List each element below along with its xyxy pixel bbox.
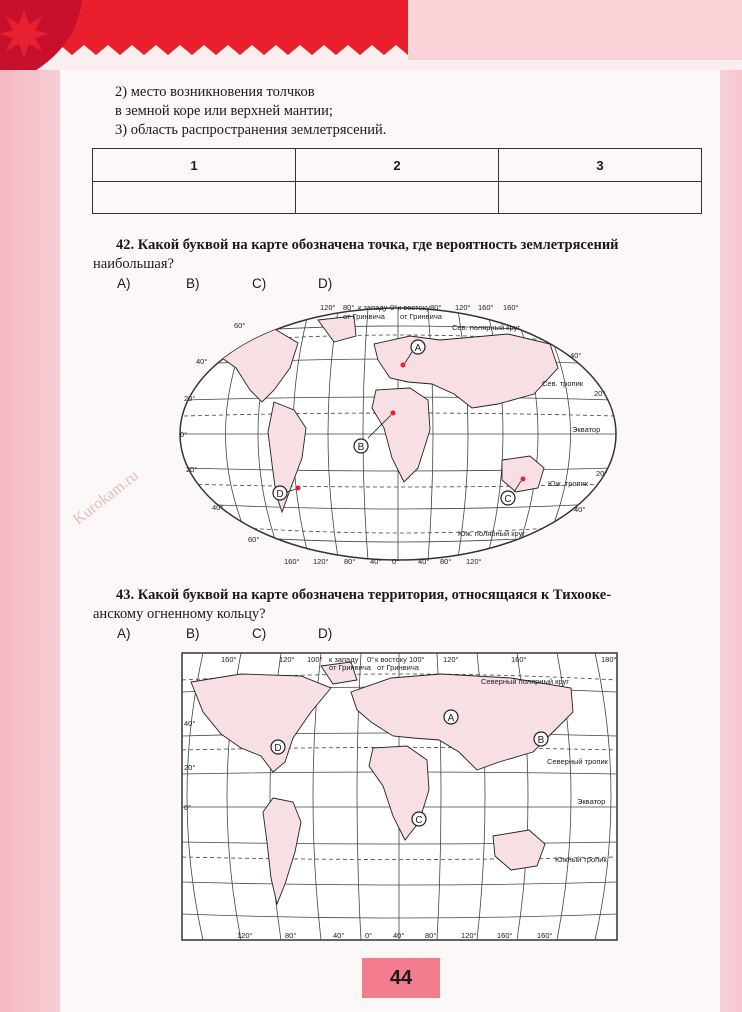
svg-text:120°: 120° [466,557,482,566]
svg-text:40°: 40° [333,931,345,940]
svg-text:0°: 0° [365,931,373,940]
svg-text:B: B [357,442,365,453]
map2-marker-d [271,740,285,754]
svg-text:20°: 20° [184,394,196,403]
svg-text:20°: 20° [184,763,196,772]
table-header-1: 1 [93,149,296,182]
svg-text:Северный полярный круг: Северный полярный круг [481,677,569,686]
svg-text:0°: 0° [180,430,188,439]
q42-text-line1: 42. Какой буквой на карте обозначена точка, где вероятность землетрясений [116,237,619,253]
svg-text:от Гринвича: от Гринвича [400,312,442,321]
q42-option-a[interactable]: A) [117,276,131,291]
svg-text:Сев. полярный круг: Сев. полярный круг [452,323,521,332]
svg-text:B: B [537,735,545,746]
svg-text:160°: 160° [537,931,553,940]
svg-text:0°: 0° [392,557,400,566]
svg-text:от Гринвича: от Гринвича [377,663,419,672]
q43-option-b[interactable]: B) [186,626,200,641]
svg-text:D: D [274,743,282,754]
svg-text:80°: 80° [285,931,297,940]
svg-text:40°: 40° [196,357,208,366]
svg-text:120°: 120° [443,655,459,664]
svg-text:Юж. полярный круг: Юж. полярный круг [458,529,526,538]
world-map-ellipse [178,298,623,568]
table-cell-1[interactable] [93,182,296,214]
svg-text:160°: 160° [503,303,519,312]
table-header-2: 2 [296,149,499,182]
svg-text:D: D [276,489,284,500]
item3-text: 3) область распространения землетрясений. [115,122,387,138]
svg-text:80°: 80° [430,303,442,312]
svg-text:120°: 120° [313,557,329,566]
svg-text:A: A [447,713,455,724]
svg-text:60°: 60° [234,321,246,330]
svg-text:к востоку: к востоку [398,303,430,312]
q42-text-line2: наибольшая? [93,256,174,272]
item2-line1: 2) место возникновения толчков [115,84,315,100]
svg-text:120°: 120° [461,931,477,940]
svg-text:80°: 80° [344,557,356,566]
svg-text:180°: 180° [601,655,617,664]
svg-text:C: C [415,815,423,826]
svg-text:120°: 120° [237,931,253,940]
q43-option-c[interactable]: C) [252,626,267,641]
svg-text:20°: 20° [594,389,606,398]
table-header-3: 3 [499,149,702,182]
svg-text:120°: 120° [279,655,295,664]
svg-text:160°: 160° [478,303,494,312]
svg-text:к западу: к западу [358,303,388,312]
svg-text:100°: 100° [307,655,323,664]
table-cell-3[interactable] [499,182,702,214]
svg-text:160°: 160° [221,655,237,664]
svg-text:40°: 40° [418,557,430,566]
q42-option-c[interactable]: C) [252,276,267,291]
svg-text:120°: 120° [320,303,336,312]
svg-text:к востоку: к востоку [375,655,407,664]
svg-text:160°: 160° [284,557,300,566]
table-cell-2[interactable] [296,182,499,214]
map2-marker-c [412,812,426,826]
svg-text:60°: 60° [248,535,260,544]
svg-text:от Гринвича: от Гринвича [343,312,385,321]
svg-text:40°: 40° [370,557,382,566]
svg-text:0°: 0° [390,303,398,312]
svg-text:40°: 40° [184,719,196,728]
q43-option-d[interactable]: D) [318,626,333,641]
item2-line2: в земной коре или верхней мантии; [115,103,333,119]
svg-text:40°: 40° [570,351,582,360]
svg-text:Северный тропик: Северный тропик [547,757,608,766]
svg-text:100°: 100° [409,655,425,664]
svg-text:80°: 80° [425,931,437,940]
svg-text:Сев. тропик: Сев. тропик [542,379,584,388]
svg-text:120°: 120° [455,303,471,312]
svg-text:80°: 80° [440,557,452,566]
svg-text:к западу: к западу [329,655,359,664]
answer-table [92,148,702,214]
q43-option-a[interactable]: A) [117,626,131,641]
red-zigzag-band [60,0,408,55]
map2-marker-a [444,710,458,724]
svg-text:0°: 0° [184,803,192,812]
svg-text:от Гринвича: от Гринвича [329,663,371,672]
svg-text:20°: 20° [596,469,608,478]
svg-text:160°: 160° [511,655,527,664]
page-number: 44 [362,958,440,998]
svg-text:Экватор: Экватор [572,425,601,434]
svg-text:Юж. тропик: Юж. тропик [548,479,589,488]
svg-text:C: C [504,494,512,505]
svg-text:40°: 40° [212,503,224,512]
svg-text:40°: 40° [574,505,586,514]
world-map-rect [181,652,618,942]
q43-text-line2: анскому огненному кольцу? [93,606,266,622]
svg-text:A: A [414,343,422,354]
svg-text:160°: 160° [497,931,513,940]
svg-text:40°: 40° [393,931,405,940]
map2-marker-b [534,732,548,746]
svg-text:Экватор: Экватор [577,797,606,806]
q42-option-d[interactable]: D) [318,276,333,291]
svg-text:0°: 0° [367,655,375,664]
svg-text:Южный тропик: Южный тропик [555,855,607,864]
header-band [0,0,742,70]
svg-text:20°: 20° [186,465,198,474]
q42-option-b[interactable]: B) [186,276,200,291]
watermark: Kurokam.ru [70,467,142,529]
q43-text-line1: 43. Какой буквой на карте обозначена территория, относящаяся к Тихооке- [116,587,612,603]
svg-text:80°: 80° [343,303,355,312]
